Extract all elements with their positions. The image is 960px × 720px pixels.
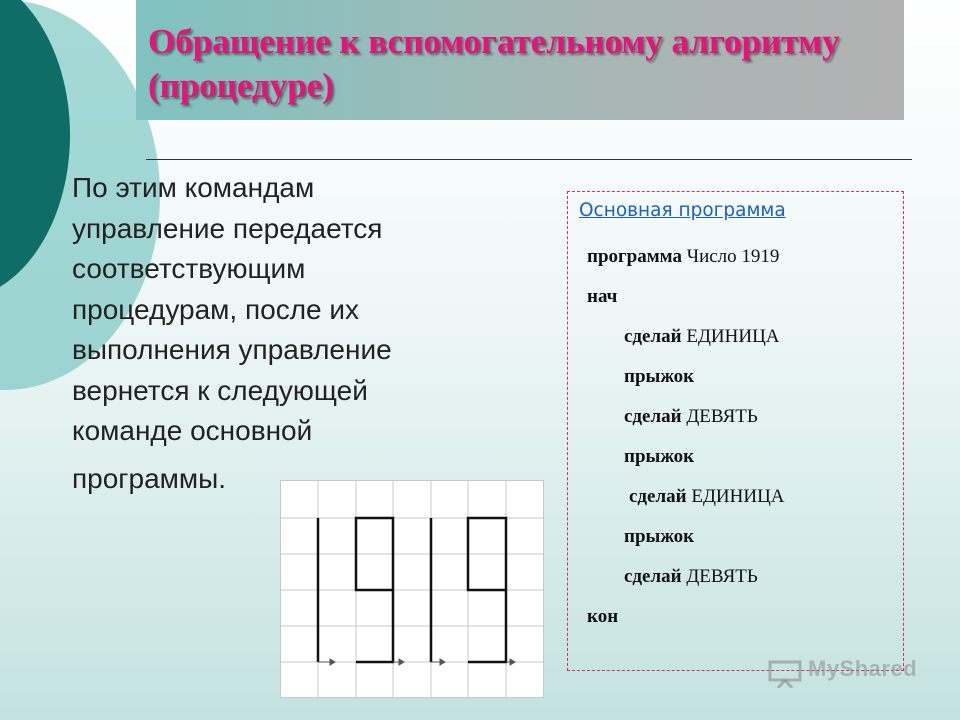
body-line: соответствующим — [72, 253, 306, 284]
body-line: По этим командам — [72, 172, 315, 203]
code-keyword: прыжок — [624, 526, 695, 547]
body-line: выполнения управление — [72, 334, 392, 365]
body-line: процедурам, после их — [72, 293, 360, 325]
digits-grid-figure — [280, 480, 544, 698]
code-keyword: кон — [587, 606, 619, 627]
title-divider — [146, 159, 912, 160]
code-text: ЕДИНИЦА — [681, 326, 780, 347]
body-line: управление передается — [72, 212, 383, 244]
code-line — [587, 286, 617, 308]
code-keyword: прыжок — [624, 366, 695, 387]
code-keyword: программа — [587, 246, 682, 267]
code-line — [629, 486, 785, 508]
code-keyword: сделай — [624, 406, 682, 427]
code-line — [624, 526, 694, 548]
code-line — [624, 566, 758, 588]
watermark-text: MyShared — [808, 656, 918, 681]
code-keyword: нач — [587, 286, 618, 307]
grid-drawing — [280, 480, 544, 698]
code-text: Число 1919 — [681, 246, 780, 267]
body-line: команде основной — [72, 415, 313, 446]
code-keyword: сделай — [624, 326, 682, 347]
code-text: ЕДИНИЦА — [686, 486, 785, 507]
code-line — [624, 446, 694, 468]
slide-title: Обращение к вспомогательному алгоритму (процедуре) — [148, 22, 840, 105]
code-line — [587, 606, 618, 628]
code-text: ДЕВЯТЬ — [681, 406, 758, 427]
code-line — [624, 406, 758, 428]
code-line — [587, 246, 779, 268]
code-heading: Основная программа — [579, 200, 786, 221]
code-listing-box — [567, 191, 904, 671]
body-paragraph — [72, 168, 492, 499]
code-line — [624, 326, 780, 348]
title-bar — [136, 0, 904, 120]
presentation-board-icon — [768, 658, 804, 693]
body-line: программы. — [72, 462, 227, 494]
code-line — [624, 366, 694, 388]
code-text: ДЕВЯТЬ — [681, 566, 758, 587]
code-keyword: прыжок — [624, 446, 695, 467]
code-keyword: сделай — [629, 486, 687, 507]
body-line: вернется к следующей — [72, 374, 368, 406]
code-keyword: сделай — [624, 566, 682, 587]
